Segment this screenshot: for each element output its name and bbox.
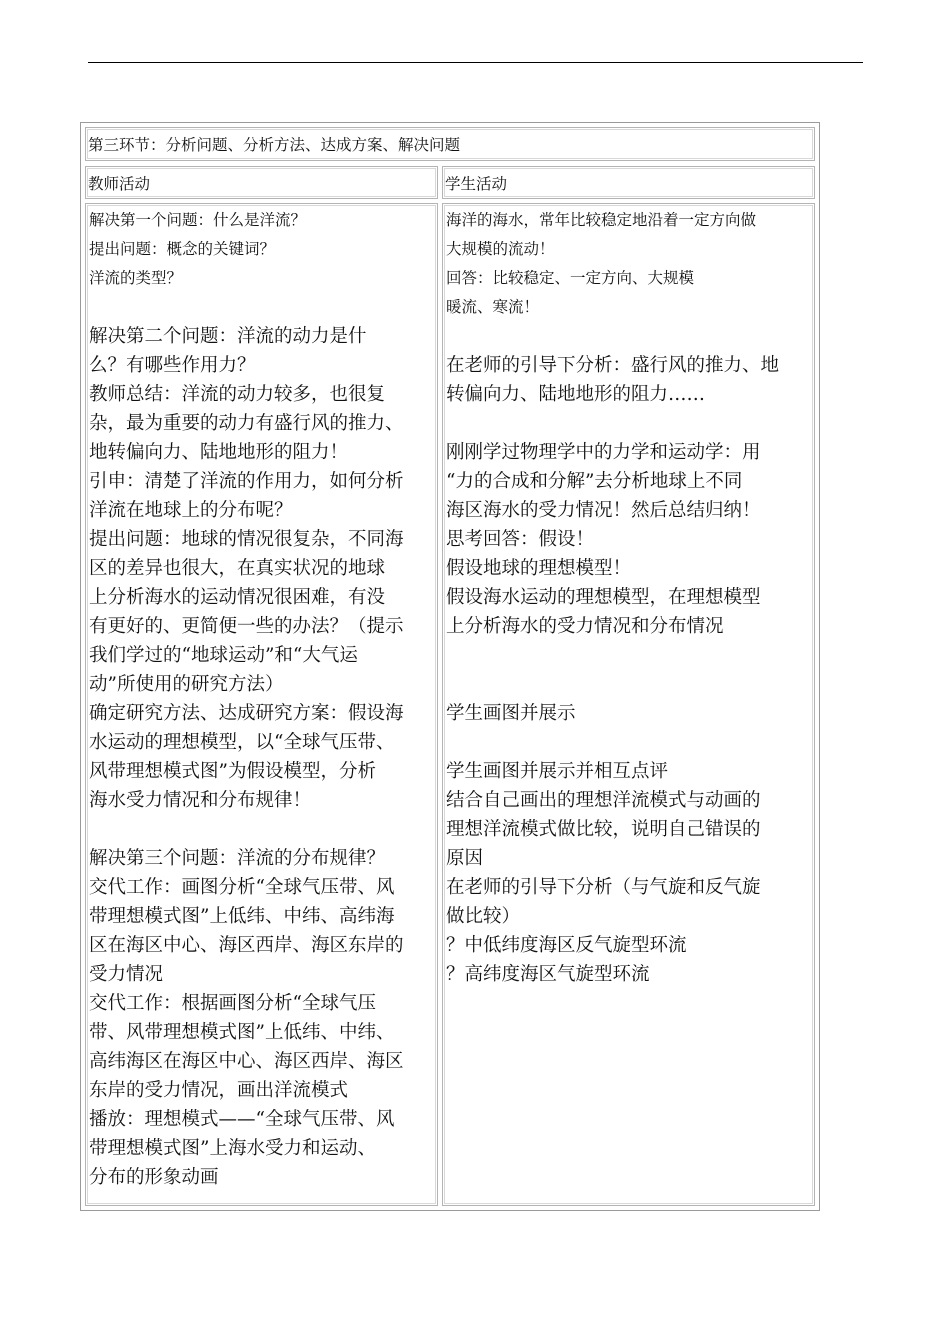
student-line: 上分析海水的受力情况和分布情况: [446, 616, 724, 637]
teacher-line: 解决第二个问题：洋流的动力是什: [89, 326, 367, 347]
teacher-blank-line: [89, 815, 404, 844]
student-activity-cell: [442, 203, 815, 1206]
teacher-line: 解决第一个问题：什么是洋流？: [89, 211, 307, 229]
student-line: 刚刚学过物理学中的力学和运动学：用: [446, 442, 761, 463]
teacher-line: 洋流的类型？: [89, 269, 183, 287]
student-line: 原因: [446, 848, 484, 869]
student-line: 转偏向力、陆地地形的阻力……: [446, 384, 706, 405]
teacher-activity-text: [89, 206, 404, 1192]
student-line: 暖流、寒流！: [446, 298, 540, 316]
student-line: 假设海水运动的理想模型，在理想模型: [446, 587, 761, 608]
teacher-line: 分布的形象动画: [89, 1167, 219, 1188]
teacher-line: 杂，最为重要的动力有盛行风的推力、: [89, 413, 404, 434]
student-header: 学生活动: [445, 175, 508, 193]
teacher-line: 动”所使用的研究方法）: [89, 674, 284, 695]
student-line: 大规模的流动！: [446, 240, 555, 258]
student-line: 回答：比较稳定、一定方向、大规模: [446, 269, 695, 287]
teacher-line: 么？有哪些作用力？: [89, 355, 256, 376]
student-line: ？高纬度海区气旋型环流: [446, 964, 650, 985]
student-line: 海区海水的受力情况！然后总结归纳！: [446, 500, 761, 521]
teacher-line: 交代工作：画图分析“全球气压带、风: [89, 877, 395, 898]
student-blank-line: [446, 670, 779, 699]
teacher-line: 带理想模式图”上海水受力和运动、: [89, 1138, 376, 1159]
student-line: 理想洋流模式做比较，说明自己错误的: [446, 819, 761, 840]
student-activity-text: [446, 206, 779, 989]
student-line: 在老师的引导下分析（与气旋和反气旋: [446, 877, 761, 898]
teacher-line: 确定研究方法、达成研究方案：假设海: [89, 703, 404, 724]
header-rule: [88, 62, 863, 63]
teacher-line: 带、风带理想模式图”上低纬、中纬、: [89, 1022, 395, 1043]
student-line: 在老师的引导下分析：盛行风的推力、地: [446, 355, 780, 376]
student-line: 学生画图并展示: [446, 703, 576, 724]
teacher-line: 教师总结：洋流的动力较多，也很复: [89, 384, 386, 405]
teacher-line: 交代工作：根据画图分析“全球气压: [89, 993, 376, 1014]
student-header-cell: [442, 166, 815, 199]
lesson-table: [80, 122, 820, 1211]
teacher-line: 解决第三个问题：洋流的分布规律？: [89, 848, 386, 869]
teacher-line: 东岸的受力情况，画出洋流模式: [89, 1080, 349, 1101]
teacher-line: 提出问题：概念的关键词？: [89, 240, 276, 258]
teacher-line: 高纬海区在海区中心、海区西岸、海区: [89, 1051, 404, 1072]
teacher-line: 受力情况: [89, 964, 164, 985]
section-title: 第三环节：分析问题、分析方法、达成方案、解决问题: [88, 136, 461, 154]
teacher-line: 播放：理想模式——“全球气压带、风: [89, 1109, 395, 1130]
teacher-activity-cell: [85, 203, 438, 1206]
student-blank-line: [446, 641, 779, 670]
student-line: 假设地球的理想模型！: [446, 558, 632, 579]
teacher-line: 地转偏向力、陆地地形的阻力！: [89, 442, 349, 463]
teacher-line: 海水受力情况和分布规律！: [89, 790, 312, 811]
student-line: 思考回答：假设！: [446, 529, 595, 550]
student-line: 海洋的海水，常年比较稳定地沿着一定方向做: [446, 211, 757, 229]
student-blank-line: [446, 728, 779, 757]
teacher-line: 风带理想模式图”为假设模型，分析: [89, 761, 376, 782]
teacher-line: 上分析海水的运动情况很困难，有没: [89, 587, 386, 608]
teacher-line: 区在海区中心、海区西岸、海区东岸的: [89, 935, 404, 956]
teacher-line: 带理想模式图”上低纬、中纬、高纬海: [89, 906, 395, 927]
teacher-line: 区的差异也很大，在真实状况的地球: [89, 558, 386, 579]
teacher-header-cell: [85, 166, 438, 199]
student-line: 学生画图并展示并相互点评: [446, 761, 669, 782]
teacher-line: 水运动的理想模型，以“全球气压带、: [89, 732, 395, 753]
teacher-blank-line: [89, 293, 404, 322]
student-line: “力的合成和分解”去分析地球上不同: [446, 471, 743, 492]
student-blank-line: [446, 322, 779, 351]
teacher-line: 我们学过的“地球运动”和“大气运: [89, 645, 358, 666]
teacher-line: 提出问题：地球的情况很复杂，不同海: [89, 529, 404, 550]
student-line: ？中低纬度海区反气旋型环流: [446, 935, 687, 956]
teacher-line: 引申：清楚了洋流的作用力，如何分析: [89, 471, 404, 492]
student-line: 结合自己画出的理想洋流模式与动画的: [446, 790, 761, 811]
teacher-header: 教师活动: [88, 175, 151, 193]
teacher-line: 洋流在地球上的分布呢？: [89, 500, 293, 521]
section-title-cell: [85, 127, 815, 161]
teacher-line: 有更好的、更简便一些的办法？（提示: [89, 616, 404, 637]
student-blank-line: [446, 409, 779, 438]
student-line: 做比较）: [446, 906, 521, 927]
